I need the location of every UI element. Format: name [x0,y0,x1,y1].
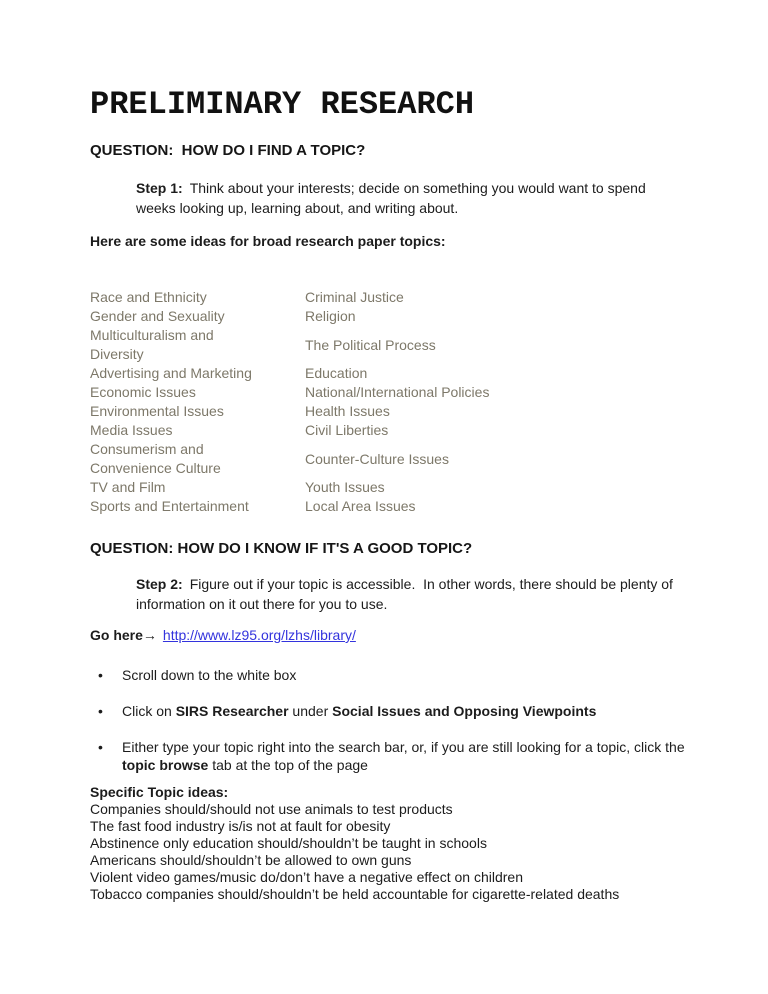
page-title: PRELIMINARY RESEARCH [90,86,475,123]
specific-topic-item: The fast food industry is/is not at fault for obesity [90,818,391,834]
bullet2-mid: under [288,703,333,719]
table-row [90,497,605,516]
topic-item: Religion [305,308,356,324]
topics-intro: Here are some ideas for broad research paper topics: [90,233,446,249]
step-1-label: Step 1: [136,180,183,196]
bullet3-bold-topic-browse: topic browse [122,757,209,773]
topic-item: National/International Policies [305,384,490,400]
specific-topics-heading: Specific Topic ideas: [90,784,229,800]
specific-topic-item: Americans should/shouldn’t be allowed to own guns [90,852,412,868]
specific-topic-item: Abstinence only education should/shouldn’t be taught in schools [90,835,487,851]
topic-item: Civil Liberties [305,422,389,438]
topic-item: Local Area Issues [305,498,416,514]
arrow-right-icon: → [142,627,157,643]
topic-item: Race and Ethnicity [90,289,207,305]
library-link[interactable]: http://www.lz95.org/lzhs/library/ [162,627,356,643]
bullet-item-click-sirs [90,702,710,720]
step-2-text: Figure out if your topic is accessible. In other words, there should be plenty of information on it out there for you to use. [136,576,673,612]
specific-topic-item: Violent video games/music do/don’t have a negative effect on children [90,869,523,885]
topic-item: TV and Film [90,479,166,495]
go-here-label: Go here [90,627,143,643]
bullet2-pre: Click on [122,703,176,719]
bullet-item-search [90,738,710,774]
bullet2-bold-social: Social Issues and Opposing Viewpoints [332,703,597,719]
topic-item: Youth Issues [305,479,385,495]
topic-item: Gender and Sexuality [90,308,225,324]
topics-table [90,288,605,516]
specific-topic-item: Companies should/should not use animals to test products [90,801,453,817]
question-2-heading: QUESTION: HOW DO I KNOW IF IT'S A GOOD TOPIC? [90,540,473,557]
document-content [0,88,768,903]
topic-item: Criminal Justice [305,289,404,305]
table-row [90,326,605,364]
step-1-paragraph [136,178,656,218]
table-row [90,383,605,402]
specific-topic-item: Tobacco companies should/shouldn’t be held accountable for cigarette-related deaths [90,886,620,902]
table-row [90,307,605,326]
table-row [90,478,605,497]
table-row [90,402,605,421]
bullet3-pre: Either type your topic right into the search bar, or, if you are still looking for a topic, click the [122,739,685,755]
topic-item: Sports and Entertainment [90,498,249,514]
bullet2-bold-sirs: SIRS Researcher [175,703,289,719]
topic-item: Environmental Issues [90,403,224,419]
topic-item: Education [305,365,368,381]
topic-item: Multiculturalism and Diversity [90,327,214,362]
table-row [90,440,605,478]
instructions-bullet-list [90,666,710,774]
bullet3-post: tab at the top of the page [208,757,368,773]
table-row [90,364,605,383]
topic-item: Media Issues [90,422,173,438]
topic-item: Economic Issues [90,384,196,400]
step-2-label: Step 2: [136,576,183,592]
step-2-paragraph [136,574,692,614]
topic-item: Counter-Culture Issues [305,450,449,467]
specific-topics-section [90,784,710,903]
question-1-heading: QUESTION: HOW DO I FIND A TOPIC? [90,142,366,159]
step-1-text: Think about your interests; decide on something you would want to spend weeks looking up, learning about, and writing about. [136,180,646,216]
bullet-item-scroll: • Scroll down to the white box [90,666,710,684]
topic-item: Consumerism and Convenience Culture [90,441,221,476]
topic-item: Health Issues [305,403,390,419]
topic-item: The Political Process [305,336,436,353]
table-row [90,288,605,307]
table-row [90,421,605,440]
go-here-line [90,626,710,644]
topic-item: Advertising and Marketing [90,365,252,381]
